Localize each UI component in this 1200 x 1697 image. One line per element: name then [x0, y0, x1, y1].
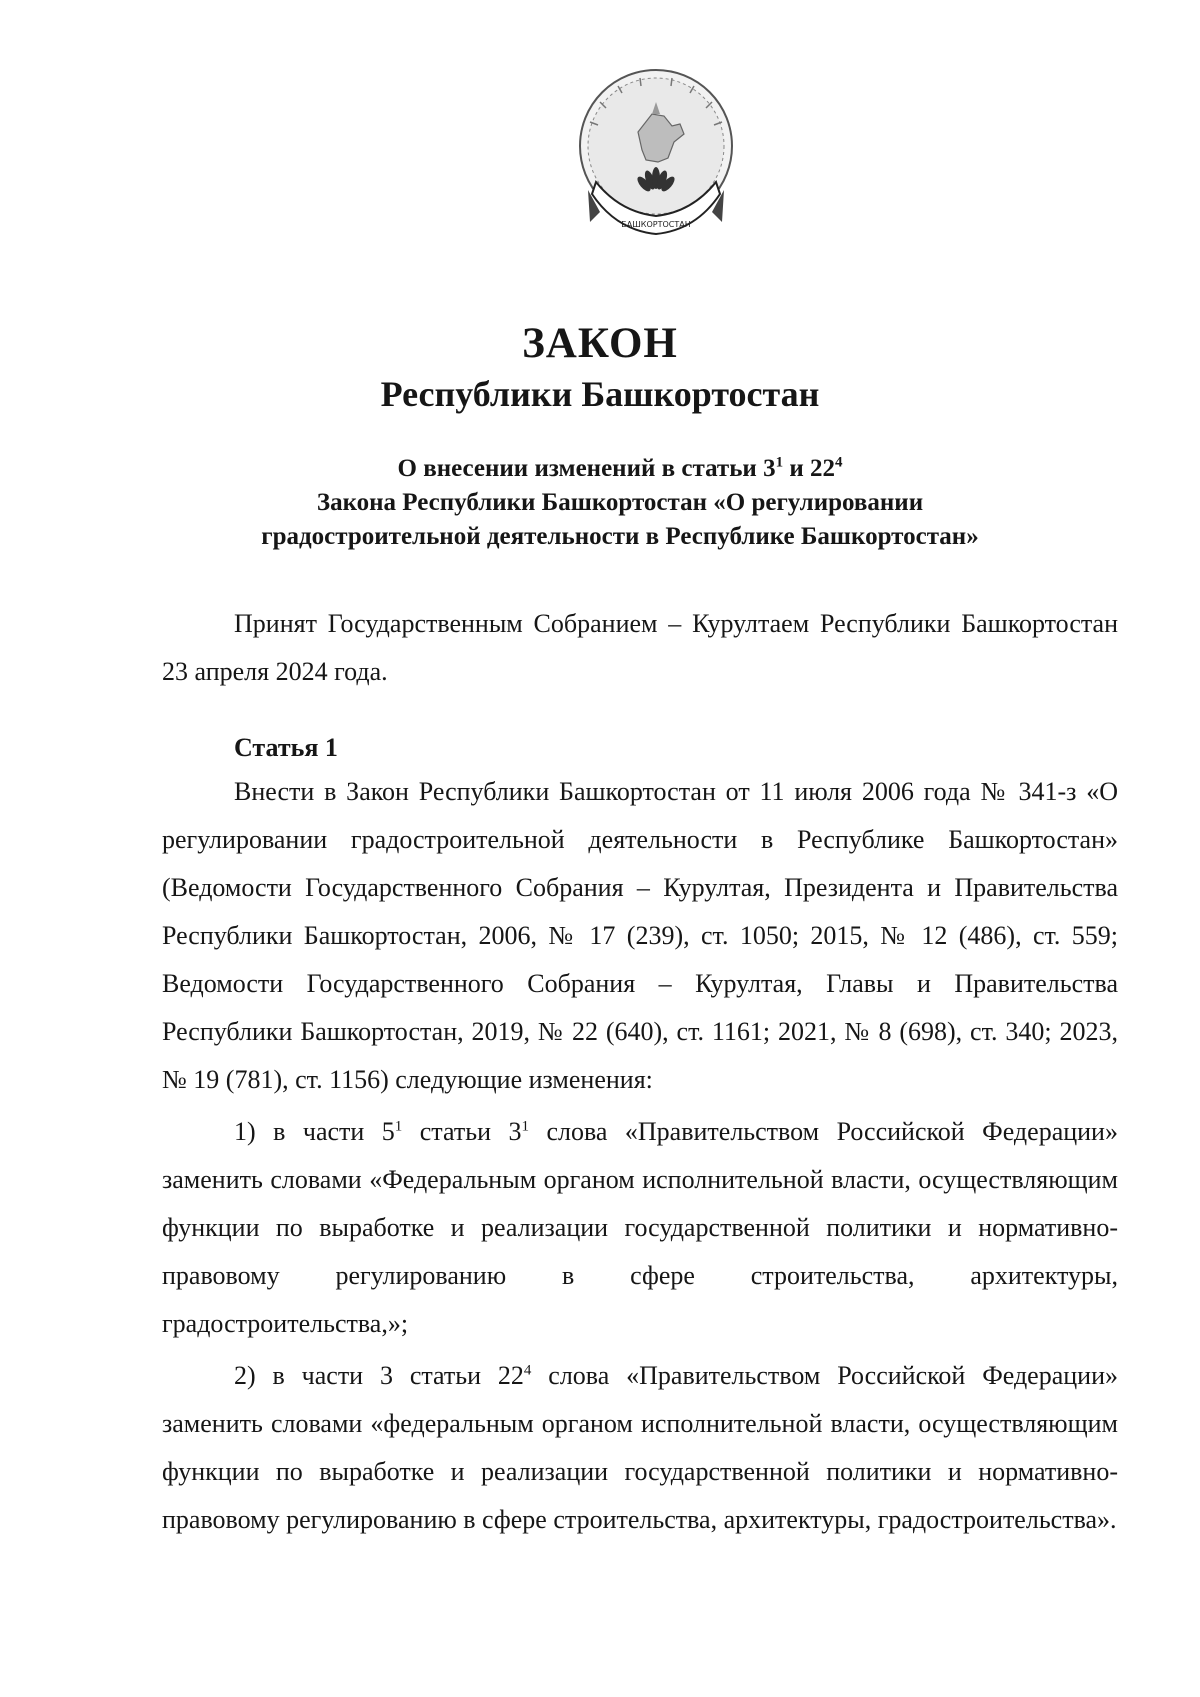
heading-line-2: Закона Республики Башкортостан «О регулировании — [316, 489, 924, 516]
heading-sup-1: 1 — [775, 454, 784, 471]
heading-line-3: градостроительной деятельности в Республике Башкортостан» — [261, 523, 979, 550]
document-subtitle: Республики Башкортостан — [380, 374, 820, 414]
heading-line-1-text: О внесении изменений в статьи 3 — [397, 455, 776, 482]
item-2-text-a: 2) в части 3 статьи 22 — [234, 1361, 524, 1390]
bashkortostan-emblem-icon — [560, 62, 752, 262]
law-heading — [160, 452, 1080, 554]
item-1-text-c: слова «Правительством Российской Федерации» заменить словами «Федеральным органом исполнительной власти, осуществляющим функции по выработке и реализации государственной политики и нормативно-правовому регулированию в сфере строительства, архитектуры, градостроительства,»; — [162, 1117, 1118, 1338]
article-intro: Внести в Закон Республики Башкортостан от 11 июля 2006 года № 341-з «О регулировании градостроительной деятельности в Республике Башкортостан» (Ведомости Государственного Собрания – Курултая, Президента и Правительства Республики Башкортостан, 2006, № 17 (239), ст. 1050; 2015, № 12 (486), ст. 559; Ведомости Государственного Собрания – Курултая, Главы и Правительства Республики Башкортостан, 2019, № 22 (640), ст. 1161; 2021, № 8 (698), ст. 340; 2023, № 19 (781), ст. 1156) следующие изменения: — [162, 777, 1118, 1094]
item-1-sup-2: 1 — [521, 1118, 529, 1135]
item-1-text-b: статьи 3 — [402, 1117, 522, 1146]
article-item-2 — [162, 1352, 1118, 1544]
heading-line-1 — [160, 452, 1080, 486]
article-title: Статья 1 — [234, 733, 338, 762]
item-2-text-b: слова «Правительством Российской Федерации» заменить словами «федеральным органом исполнительной власти, осуществляющим функции по выработке и реализации государственной политики и нормативно-правовому регулированию в сфере строительства, архитектуры, градостроительства». — [162, 1361, 1118, 1534]
article-body — [162, 768, 1118, 1544]
document-title: ЗАКОН — [522, 320, 678, 367]
item-1-sup-1: 1 — [394, 1118, 403, 1135]
item-1-text-a: 1) в части 5 — [234, 1117, 395, 1146]
adoption-note: Принят Государственным Собранием – Курултаем Республики Башкортостан 23 апреля 2024 года. — [162, 609, 1118, 686]
emblem-ribbon-text: БАШКОРТОСТАН — [621, 220, 691, 229]
adoption-note-block — [162, 600, 1118, 696]
heading-sup-2: 4 — [835, 454, 843, 471]
article-item-1 — [162, 1108, 1118, 1348]
heading-line-1-text-b: и 22 — [783, 455, 835, 482]
item-2-sup-1: 4 — [523, 1362, 532, 1379]
